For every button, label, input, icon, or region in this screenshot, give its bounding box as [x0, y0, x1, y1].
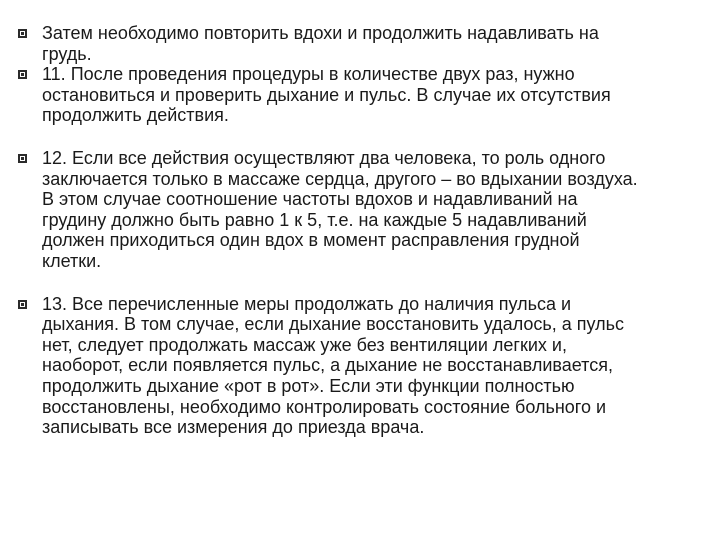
bullet-list: [18, 23, 713, 438]
list-item: [18, 64, 713, 126]
list-item: [18, 148, 713, 272]
bullet-text: 13. Все перечисленные меры продолжать до наличия пульса и дыхания. В том случае, если дыхание восстановить удалось, а пульс нет, следует продолжать массаж уже без вентиляции легких и, наоборот, если появляется пульс, а дыхание не восстанавливается, продолжить дыхание «рот в рот». Если эти функции полностью восстановлены, необходимо контролировать состояние больного и записывать все измерения до приезда врача.: [42, 293, 625, 438]
bullet-text: 12. Если все действия осуществляют два человека, то роль одного заключается только в массаже сердца, другого – во вдыхании воздуха. В этом случае соотношение частоты вдохов и надавливаний на грудину должно быть равно 1 к 5, т.е. на каждые 5 надавливаний должен приходиться один вдох в момент расправления грудной клетки.: [42, 147, 638, 271]
square-bullet-icon: [18, 70, 27, 79]
list-item: [18, 294, 713, 438]
bullet-text: 11. После проведения процедуры в количестве двух раз, нужно остановиться и проверить дыхание и пульс. В случае их отсутствия продолжить действия.: [42, 64, 611, 126]
list-item: [18, 23, 713, 64]
square-bullet-icon: [18, 154, 27, 163]
bullet-text: Затем необходимо повторить вдохи и продолжить надавливать на грудь.: [42, 23, 599, 64]
square-bullet-icon: [18, 300, 27, 309]
square-bullet-icon: [18, 29, 27, 38]
